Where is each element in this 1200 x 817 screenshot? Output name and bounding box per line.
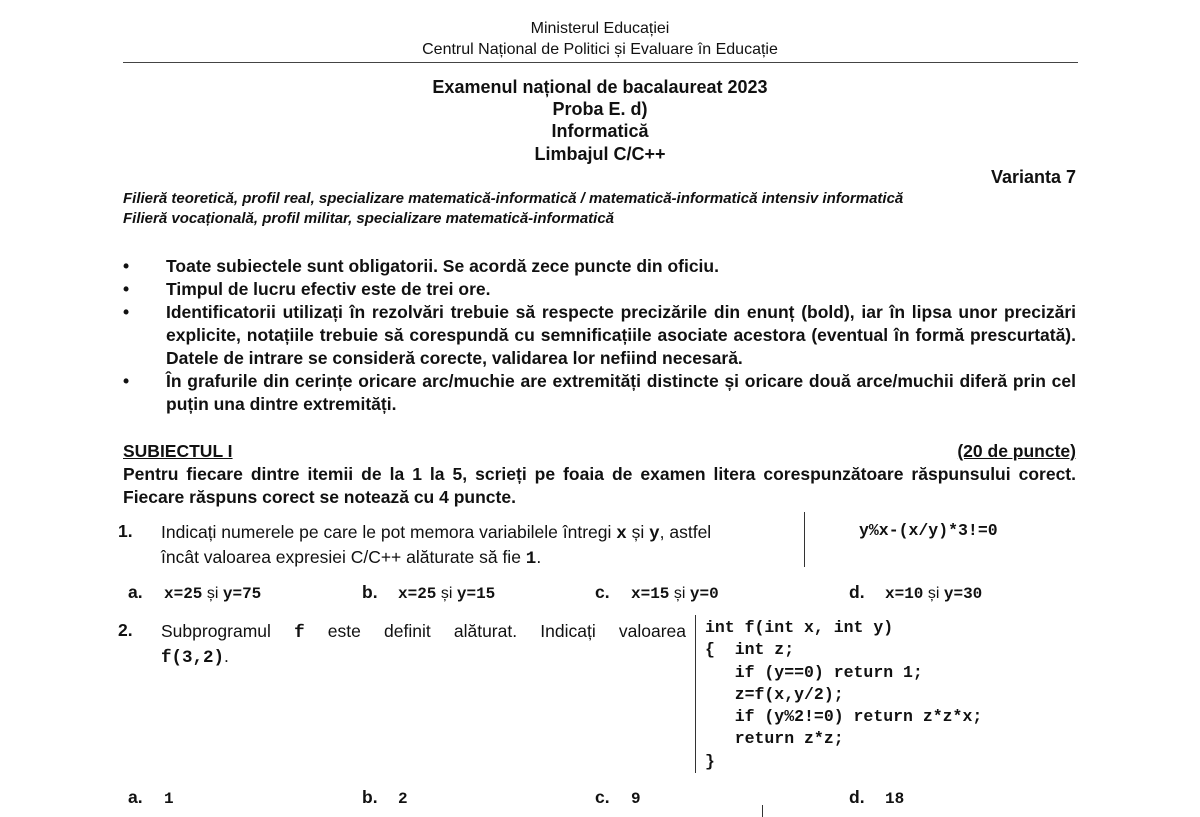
q2-code: int f(int x, int y) { int z; if (y==0) return 1; z=f(x,y/2); if (y%2!=0) return z*z*x; return z*z; } — [705, 618, 983, 771]
section-points: (20 de puncte) — [957, 441, 1076, 461]
filiera-line-1: Filieră teoretică, profil real, specializare matematică-informatică / matematică-informatică intensiv informatică — [123, 190, 904, 207]
q2-option-d: d. 18 — [849, 787, 905, 808]
q1-expression: y%x-(x/y)*3!=0 — [859, 521, 998, 540]
exam-language: Limbajul C/C++ — [534, 144, 666, 164]
q1-divider — [804, 512, 805, 567]
instructions-list — [123, 255, 1076, 416]
q2-option-a: a. 1 — [128, 787, 174, 808]
exam-proba: Proba E. d) — [552, 99, 648, 119]
section-header — [123, 441, 1076, 462]
q1-option-c: c. x=15 și y=0 — [595, 582, 719, 603]
filiera-line-2: Filieră vocațională, profil militar, specializare matematică-informatică — [123, 210, 615, 227]
header-rule — [123, 62, 1078, 63]
section-title: SUBIECTUL I — [123, 441, 233, 461]
exam-variant: Varianta 7 — [990, 167, 1076, 187]
q1-option-a: a. x=25 și y=75 — [128, 582, 262, 603]
q2-text: Subprogramul f este definit alăturat. Indicați valoarea f(3,2). — [161, 621, 686, 668]
section-intro: Pentru fiecare dintre itemii de la 1 la 5, scrieți pe foaia de examen litera corespunzătoare răspunsului corect. Fiecare răspuns corect se notează cu 4 puncte. — [123, 464, 1076, 507]
q2-number: 2. — [118, 620, 133, 640]
q1-option-d: d. x=10 și y=30 — [849, 582, 983, 603]
q2-divider — [695, 615, 696, 773]
exam-subject: Informatică — [551, 121, 649, 141]
page-edge-mark — [762, 805, 763, 817]
instruction-item: • În grafurile din cerințe oricare arc/muchie are extremități distincte și oricare două arce/muchii diferă prin cel puțin una dintre extremități. — [123, 371, 1076, 414]
center-name: Centrul Național de Politici și Evaluare în Educație — [422, 41, 778, 58]
q2-option-c: c. 9 — [595, 787, 641, 808]
q1-text: Indicați numerele pe care le pot memora variabilele întregi x și y, astfel încât valoarea expresiei C/C++ alăturate să fie 1. — [161, 522, 712, 569]
q1-number: 1. — [118, 521, 133, 541]
exam-title: Examenul național de bacalaureat 2023 — [432, 77, 768, 97]
q2-option-b: b. 2 — [362, 787, 408, 808]
instruction-item: • Timpul de lucru efectiv este de trei ore. — [123, 279, 491, 299]
instruction-item: • Identificatorii utilizați în rezolvări trebuie să respecte precizările din enunț (bold), iar în lipsa unor precizări explicite, notațiile trebuie să corespundă cu semnificațiile asociate acestora (eventual în formă prescurtată). Datele de intrare se consideră corecte, validarea lor nefiind necesară. — [123, 302, 1076, 368]
ministry-name: Ministerul Educației — [530, 20, 670, 37]
instruction-item: • Toate subiectele sunt obligatorii. Se acordă zece puncte din oficiu. — [123, 256, 719, 276]
q1-option-b: b. x=25 și y=15 — [362, 582, 496, 603]
